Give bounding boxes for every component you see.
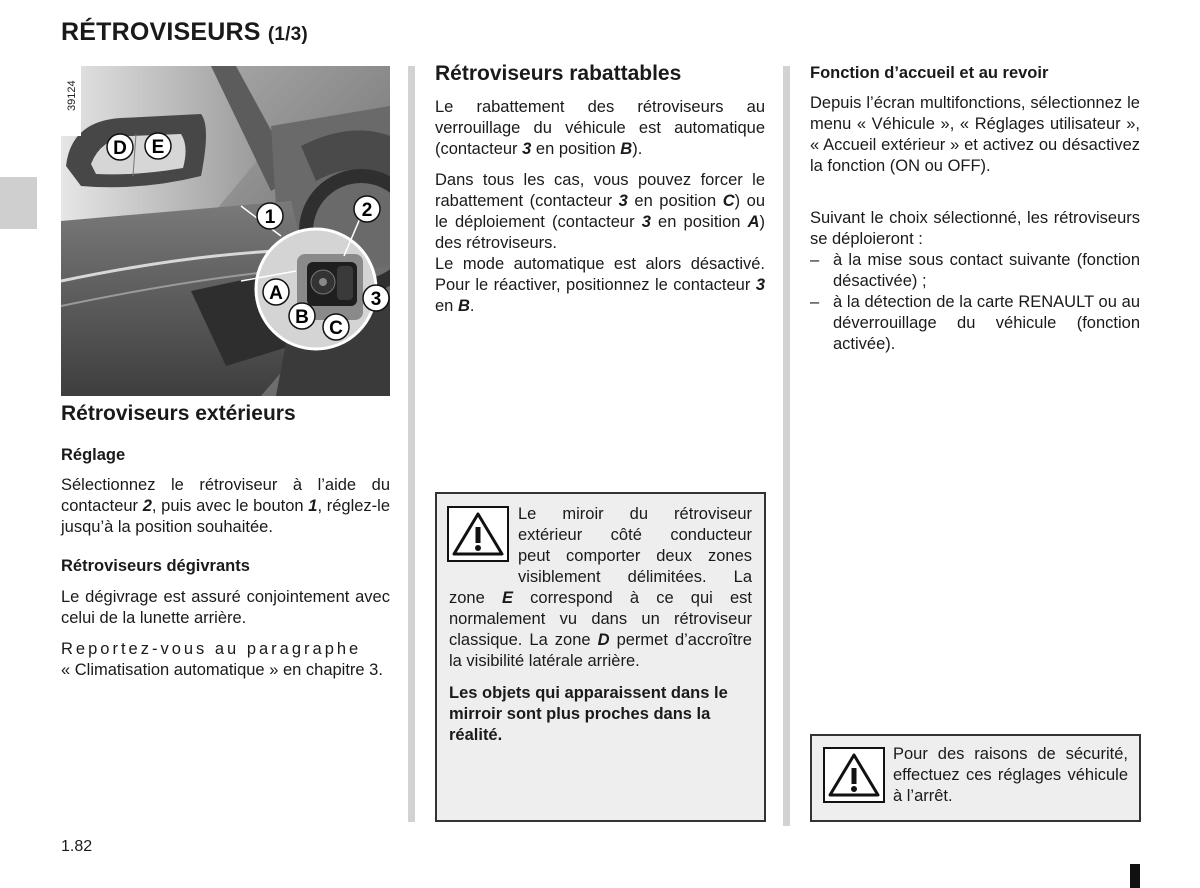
- unfold-choice-text: Suivant le choix sélectionné, les rétroviseurs se déploieront :: [810, 209, 1140, 248]
- warning-zones-text: zone E correspond à ce qui est normalement vu dans un rétroviseur classique. La zone D permet d’accroître la visibilité latérale arrière.: [449, 589, 752, 670]
- callout-2: 2: [361, 200, 373, 221]
- list-item: – à la détection de la carte RENAULT ou au déverrouillage du véhicule (fonction activée).: [810, 292, 1140, 355]
- subheading-adjustment: Réglage: [61, 446, 126, 464]
- adjustment-text: Sélectionnez le rétroviseur à l’aide du contacteur 2, puis avec le bouton 1, réglez-le jusqu’à la position souhaitée.: [61, 476, 390, 536]
- chapter-tab: [0, 177, 37, 229]
- mirror-controls-figure: [61, 66, 390, 396]
- callout-e: E: [151, 137, 165, 158]
- folding-manual-text: Dans tous les cas, vous pouvez forcer le rabattement (contacteur 3 en position C) ou le déploiement (contacteur 3 en position A) des rétroviseurs.: [435, 171, 766, 252]
- warning-triangle-icon: [823, 747, 885, 808]
- warning-safety-text: Pour des raisons de sécurité, effectuez ces réglages véhicule à l’arrêt.: [893, 745, 1128, 805]
- column-divider-right: [783, 66, 790, 826]
- page-title: [61, 18, 308, 47]
- warning-zones-intro: Le miroir du rétroviseur extérieur côté conducteur peut comporter deux zones visiblement délimitées. La: [518, 505, 752, 586]
- callout-d: D: [113, 138, 127, 159]
- folding-auto-text: Le rabattement des rétroviseurs au verrouillage du véhicule est automatique (contacteur 3 en position B).: [435, 98, 765, 158]
- heated-mirrors-ref: Reportez-vous au paragraphe « Climatisation automatique » en chapitre 3.: [61, 640, 383, 679]
- heated-mirrors-text: Le dégivrage est assuré conjointement avec celui de la lunette arrière.: [61, 588, 390, 627]
- warning-triangle-icon: [447, 506, 509, 567]
- callout-b: B: [295, 307, 309, 328]
- callout-1: 1: [264, 207, 276, 228]
- heading-folding-mirrors: Rétroviseurs rabattables: [435, 62, 682, 85]
- callout-a: A: [269, 283, 283, 304]
- heading-exterior-mirrors: Rétroviseurs extérieurs: [61, 402, 296, 425]
- callout-3: 3: [370, 289, 382, 310]
- unfold-conditions-list: [810, 250, 1140, 355]
- warning-box-mirror-zones: [435, 492, 766, 822]
- figure-ref: 39124: [66, 80, 78, 111]
- page-title-part: (1/3): [267, 24, 308, 45]
- list-item: – à la mise sous contact suivante (fonction désactivée) ;: [810, 250, 1140, 292]
- warning-objects-closer: Les objets qui apparaissent dans le mirroir sont plus proches dans la réalité.: [449, 684, 728, 744]
- warning-box-safety: [810, 734, 1141, 822]
- page-end-marker: [1130, 864, 1140, 888]
- page-title-text: RÉTROVISEURS: [61, 18, 261, 46]
- column-divider-left: [408, 66, 415, 822]
- callout-c: C: [329, 318, 343, 339]
- subheading-heated-mirrors: Rétroviseurs dégivrants: [61, 557, 250, 575]
- page-number: 1.82: [61, 838, 93, 855]
- heading-welcome-function: Fonction d’accueil et au revoir: [810, 64, 1049, 82]
- welcome-function-text: Depuis l’écran multifonctions, sélectionnez le menu « Véhicule », « Réglages utilisateur », « Accueil extérieur » et activez ou désactivez la fonction (ON ou OFF).: [810, 94, 1140, 175]
- folding-reactivate-text: Le mode automatique est alors désactivé. Pour le réactiver, positionnez le contacteur 3 en B.: [435, 255, 765, 315]
